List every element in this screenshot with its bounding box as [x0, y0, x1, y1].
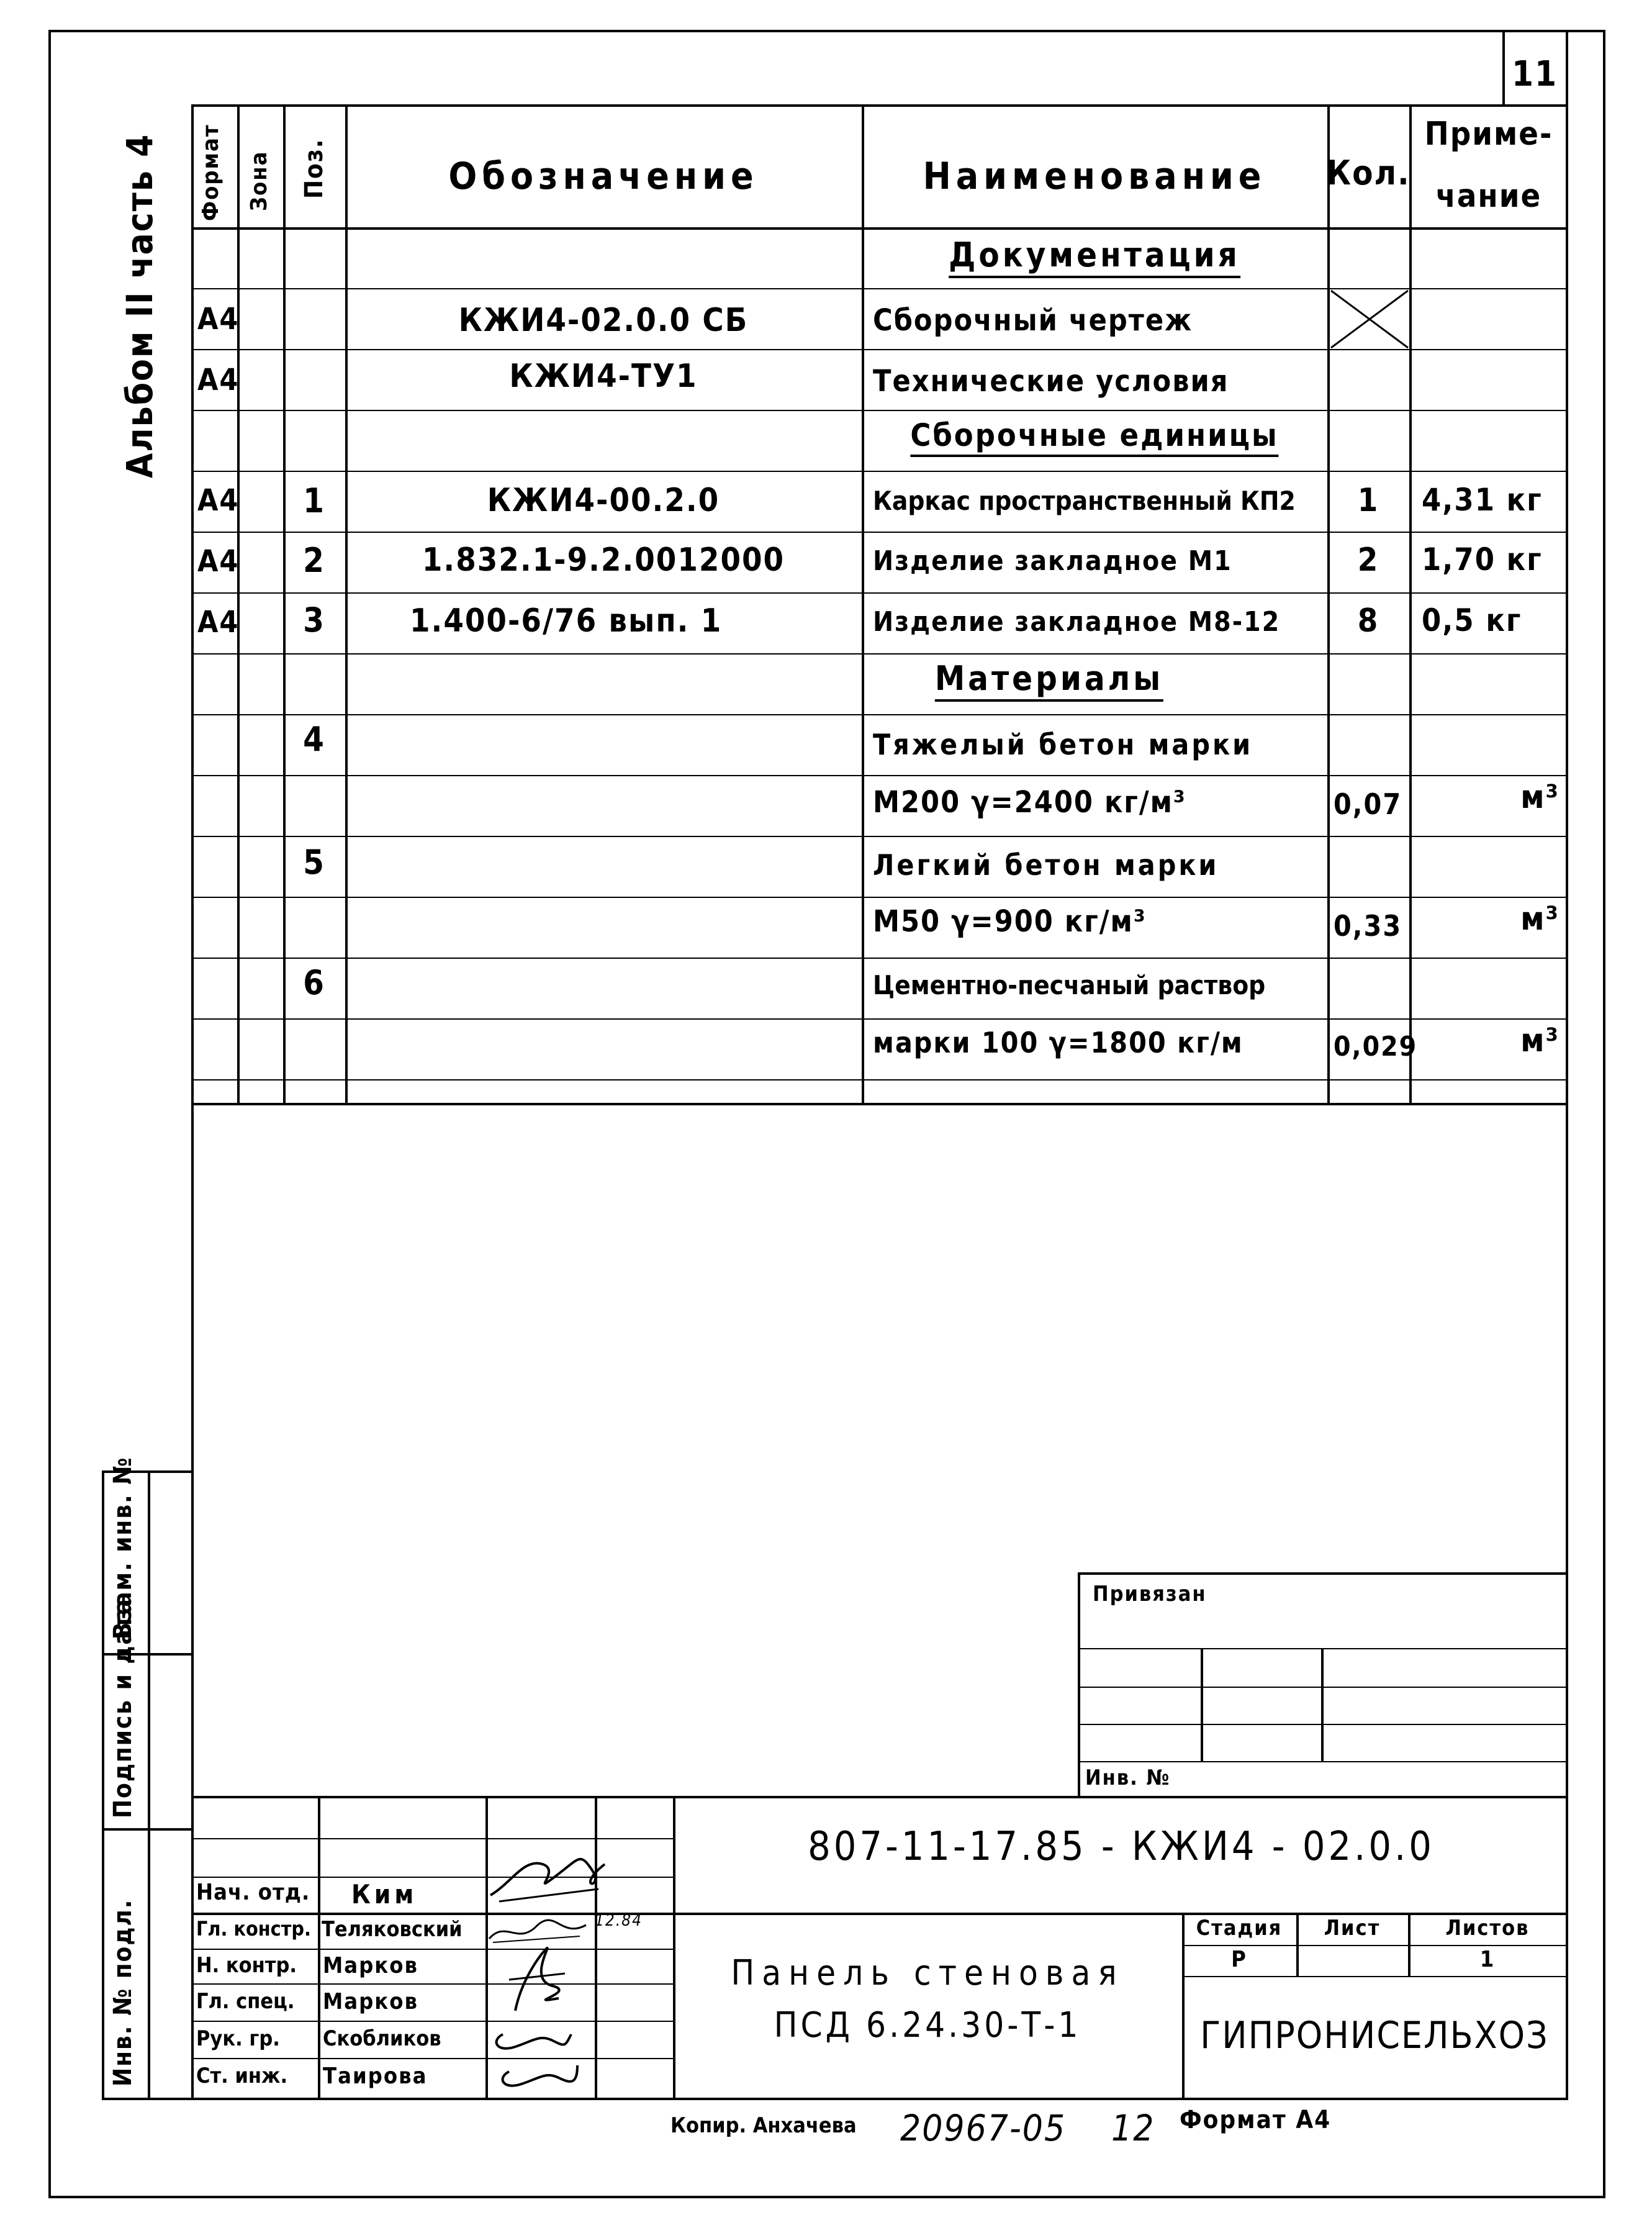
- row-designation: КЖИ4-00.2.0: [487, 482, 720, 519]
- row-designation: КЖИ4-ТУ1: [509, 358, 698, 395]
- row-name: Цементно-песчаный раствор: [873, 970, 1266, 1000]
- title-col-stage: [1182, 1913, 1185, 2098]
- sheet-number-box: [1502, 30, 1505, 104]
- row-pos: 1: [303, 481, 325, 520]
- header-pos: Поз.: [300, 138, 328, 199]
- row-pos: 2: [303, 541, 325, 580]
- row-note: м³: [1520, 1022, 1559, 1059]
- title-line1: Панель стеновая: [731, 1953, 1124, 1993]
- row-line: [191, 1079, 1568, 1080]
- row-name: Технические условия: [873, 364, 1229, 399]
- stamp-strip-bottom: [102, 2098, 192, 2100]
- title-line2: ПСД 6.24.30-Т-1: [774, 2005, 1081, 2045]
- row-line: [191, 714, 1568, 715]
- staff-role: Гл. спец.: [196, 1989, 295, 2014]
- sheet-col: [1408, 1913, 1411, 1976]
- row-pos: 5: [303, 843, 325, 882]
- row-name: марки 100 γ=1800 кг/м: [873, 1026, 1244, 1059]
- row-name: Тяжелый бетон марки: [873, 728, 1253, 761]
- staff-name: Теляковский: [322, 1917, 463, 1942]
- row-name: Каркас пространственный КП2: [873, 486, 1296, 516]
- row-note: м³: [1520, 779, 1559, 816]
- row-format: А4: [197, 605, 240, 640]
- staff-role: Н. контр.: [196, 1953, 297, 1978]
- spec-top-border: [191, 104, 1568, 107]
- row-name: М200 γ=2400 кг/м³: [873, 785, 1186, 820]
- col-line-zone: [283, 104, 286, 1104]
- row-pos: 3: [303, 600, 325, 640]
- spec-bottom-line: [191, 1103, 1568, 1105]
- staff-role: Гл. констр.: [196, 1917, 311, 1941]
- stamp-podpis-data: Подпись и дата: [109, 1598, 137, 1818]
- row-pos: 6: [303, 963, 325, 1002]
- row-name: Изделие закладное М1: [873, 545, 1232, 577]
- sheet-number: 11: [1511, 54, 1558, 94]
- row-format: А4: [197, 544, 240, 579]
- sheets-value: 1: [1479, 1947, 1496, 1972]
- staff-role: Ст. инж.: [196, 2064, 288, 2088]
- privyazan-line: [1078, 1761, 1568, 1762]
- col-line-qty: [1409, 104, 1412, 1104]
- staff-name: Марков: [323, 1989, 419, 2014]
- organization: ГИПРОНИСЕЛЬХОЗ: [1200, 2014, 1549, 2057]
- row-qty: 0,029: [1334, 1031, 1418, 1062]
- row-format: А4: [197, 302, 240, 337]
- col-line-name: [1327, 104, 1330, 1104]
- sheet-label: Лист: [1324, 1916, 1381, 1941]
- stage-header-line: [1182, 1945, 1568, 1946]
- row-qty: 0,33: [1334, 909, 1402, 943]
- row-qty: 1: [1357, 482, 1379, 519]
- footer-archive-number: 20967-05: [900, 2107, 1067, 2149]
- album-part-label: Альбом II часть 4: [119, 133, 161, 478]
- frame-right: [1603, 30, 1605, 2197]
- signature-markov: [503, 1942, 571, 2019]
- row-name: Сборочный чертеж: [873, 303, 1193, 338]
- staff-name: Таирова: [323, 2064, 428, 2089]
- privyazan-inv: Инв. №: [1085, 1765, 1171, 1790]
- row-note: 4,31 кг: [1422, 482, 1543, 518]
- row-format: А4: [197, 363, 240, 397]
- title-staff-line: [191, 1983, 674, 1985]
- row-line: [191, 653, 1568, 655]
- row-designation: КЖИ4-02.0.0 СБ: [458, 302, 749, 339]
- footer-format: Формат А4: [1180, 2106, 1332, 2134]
- row-pos: 4: [303, 720, 325, 759]
- inner-left-border: [191, 104, 194, 2098]
- row-name: Изделие закладное М8-12: [873, 606, 1281, 638]
- row-name: Легкий бетон марки: [873, 848, 1219, 882]
- title-col-date: [673, 1796, 675, 2098]
- title-block-mid: [191, 1913, 1568, 1915]
- frame-left: [48, 30, 51, 2196]
- row-designation: 1.832.1-9.2.0012000: [422, 541, 785, 579]
- header-qty: Кол.: [1326, 153, 1411, 193]
- signature-kim: [487, 1846, 611, 1908]
- privyazan-col: [1321, 1648, 1324, 1761]
- frame-top: [48, 30, 1605, 32]
- stamp-strip-mid: [148, 1470, 150, 2098]
- row-line: [191, 775, 1568, 776]
- row-line: [191, 592, 1568, 594]
- title-staff-line: [191, 1838, 674, 1839]
- row-line: [191, 958, 1568, 959]
- header-name: Наименование: [923, 155, 1266, 198]
- row-line: [191, 836, 1568, 837]
- document-code: 807-11-17.85 - КЖИ4 - 02.0.0: [808, 1824, 1435, 1870]
- row-line: [191, 897, 1568, 898]
- signature-skoblikov: [490, 2022, 584, 2096]
- sign-date: 12.84: [595, 1911, 643, 1930]
- staff-name: Ким: [351, 1879, 418, 1910]
- col-line-pos: [345, 104, 348, 1104]
- row-designation: 1.400-6/76 вып. 1: [410, 602, 723, 640]
- inner-right-border: [1566, 30, 1568, 2098]
- stamp-inv-podl: Инв. № подл.: [109, 1898, 137, 2086]
- row-line: [191, 349, 1568, 350]
- header-bottom-line: [191, 227, 1568, 230]
- row-format: А4: [197, 483, 240, 518]
- staff-role: Нач. отд.: [196, 1880, 310, 1905]
- header-zone: Зона: [246, 150, 272, 211]
- stage-value-line: [1182, 1976, 1568, 1977]
- title-col-sign: [595, 1796, 597, 2098]
- stage-value: Р: [1231, 1947, 1247, 1972]
- section-title-assembly-units: Сборочные единицы: [910, 420, 1278, 457]
- row-note: 0,5 кг: [1422, 602, 1522, 638]
- section-title-documentation: Документация: [949, 238, 1240, 278]
- row-qty: 2: [1357, 541, 1379, 579]
- footer-page-number: 12: [1111, 2107, 1155, 2149]
- sheets-label: Листов: [1445, 1916, 1530, 1941]
- stamp-strip-divider: [102, 1828, 192, 1831]
- section-title-materials: Материалы: [935, 662, 1163, 702]
- stage-col: [1296, 1913, 1299, 1976]
- staff-name: Марков: [323, 1953, 419, 1978]
- title-staff-line: [191, 2021, 674, 2022]
- privyazan-col: [1201, 1648, 1203, 1761]
- header-note-line1: Приме-: [1424, 116, 1553, 153]
- header-note-line2: чание: [1435, 178, 1542, 215]
- title-block-bottom: [191, 2098, 1568, 2100]
- col-line-designation: [862, 104, 864, 1104]
- privyazan-top: [1078, 1572, 1568, 1575]
- privyazan-left: [1078, 1572, 1080, 1796]
- stamp-vzam-inv: Взам. инв. №: [109, 1456, 137, 1639]
- row-line: [191, 532, 1568, 533]
- row-line: [191, 1018, 1568, 1020]
- title-col-role: [318, 1796, 320, 2098]
- header-designation: Обозначение: [448, 155, 759, 198]
- title-staff-line: [191, 2058, 674, 2059]
- staff-name: Скобликов: [323, 2026, 441, 2051]
- not-applicable-cross-icon: [1330, 289, 1409, 349]
- stage-label: Стадия: [1196, 1916, 1283, 1941]
- row-note: м³: [1520, 900, 1559, 938]
- privyazan-title: Привязан: [1093, 1582, 1207, 1606]
- staff-role: Рук. гр.: [196, 2026, 280, 2051]
- title-staff-line: [191, 1949, 674, 1950]
- row-name: М50 γ=900 кг/м³: [873, 904, 1147, 939]
- row-line: [191, 471, 1568, 472]
- row-qty: 0,07: [1334, 787, 1402, 821]
- row-line: [191, 410, 1568, 411]
- row-note: 1,70 кг: [1422, 541, 1543, 578]
- col-line-format: [237, 104, 240, 1104]
- footer-copier: Копир. Анхачева: [670, 2113, 857, 2138]
- row-qty: 8: [1357, 602, 1379, 640]
- title-block-top: [191, 1796, 1568, 1798]
- stamp-strip-left: [102, 1470, 104, 2098]
- header-format: Формат: [198, 124, 223, 221]
- frame-bottom: [48, 2196, 1605, 2198]
